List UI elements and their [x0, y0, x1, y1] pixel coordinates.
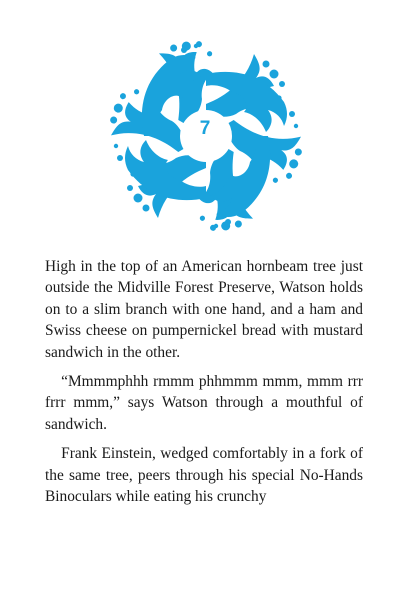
- chapter-number: 7: [199, 118, 211, 139]
- paragraph: High in the top of an American hornbeam tree just outside the Midville Forest Preserve, Watson holds on to a slim branch with one hand, and a ham and Swiss cheese on pumpernickel bread with mustard sandwich in the other.: [45, 258, 363, 361]
- chapter-body: [45, 256, 363, 515]
- paragraph: Frank Einstein, wedged comfortably in a fork of the same tree, peers through his special No-Hands Binoculars while eating his crunchy: [45, 445, 363, 506]
- paragraph: “Mmmmphhh rmmm phhmmm mmm, mmm rrr frrr mmm,” says Watson through a mouthful of sandwich.: [45, 373, 363, 433]
